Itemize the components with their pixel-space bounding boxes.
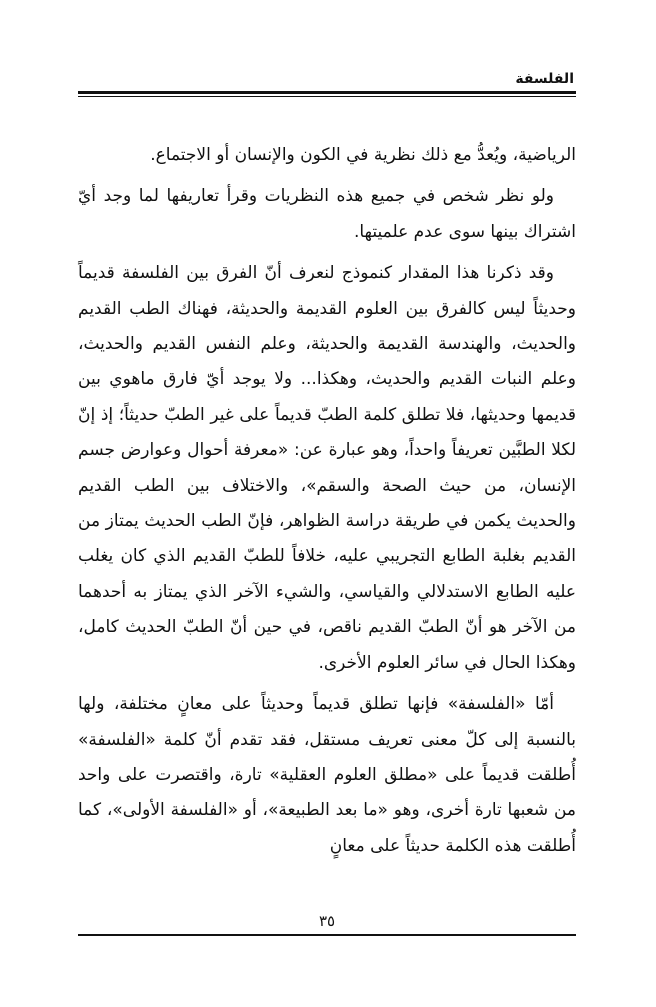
paragraph-3: وقد ذكرنا هذا المقدار كنموذج لنعرف أنّ الفرق بين الفلسفة قديماً وحديثاً ليس كالفرق بين العلوم القديمة والحديثة، فهناك الطب القديم والحديث، والهندسة القديمة والحديثة، وعلم النفس القديم والحديث، وعلم النبات القديم والحديث، وهكذا... ولا يوجد أيّ فارق ماهوي بين قديمها وحديثها، فلا تطلق كلمة الطبّ قديماً على غير الطبّ حديثاً؛ إذ إنّ لكلا الطبَّين تعريفاً واحداً، وهو عبارة عن: «معرفة أحوال وعوارض جسم الإنسان، من حيث الصحة والسقم»، والاختلاف بين الطب القديم والحديث يكمن في طريقة دراسة الظواهر، فإنّ الطب الحديث يمتاز من القديم بغلبة الطابع التجريبي عليه، خلافاً للطبّ القديم الذي كان يغلب عليه الطابع الاستدلالي والقياسي، والشيء الآخر الذي يمتاز به أحدهما من الآخر هو أنّ الطبّ القديم ناقص، في حين أنّ الطبّ الحديث كامل، وهكذا الحال في سائر العلوم الأخرى. [78, 263, 576, 673]
header-rule-thin [78, 96, 576, 97]
header-title: الفلسفة [515, 71, 574, 87]
page-footer [78, 912, 576, 936]
paragraph-2: ولو نظر شخص في جميع هذه النظريات وقرأ تعاريفها لما وجد أيّ اشتراك بينها سوى عدم علميتها. [78, 186, 576, 242]
footer-rule [78, 934, 576, 936]
page-number: ٣٥ [318, 912, 336, 930]
body-text [78, 138, 576, 870]
paragraph-1: الرياضية، ويُعدُّ مع ذلك نظرية في الكون والإنسان أو الاجتماع. [150, 145, 576, 165]
header-rule-thick [78, 91, 576, 94]
paragraph-4: أمّا «الفلسفة» فإنها تطلق قديماً وحديثاً على معانٍ مختلفة، ولها بالنسبة إلى كلّ معنى تعريف مستقل، فقد تقدم أنّ كلمة «الفلسفة» أُطلقت قديماً على «مطلق العلوم العقلية» تارة، واقتصرت على واحد من شعبها تارة أخرى، وهو «ما بعد الطبيعة»، أو «الفلسفة الأولى»، كما أُطلقت هذه الكلمة حديثاً على معانٍ [78, 694, 576, 856]
running-header [78, 70, 576, 97]
